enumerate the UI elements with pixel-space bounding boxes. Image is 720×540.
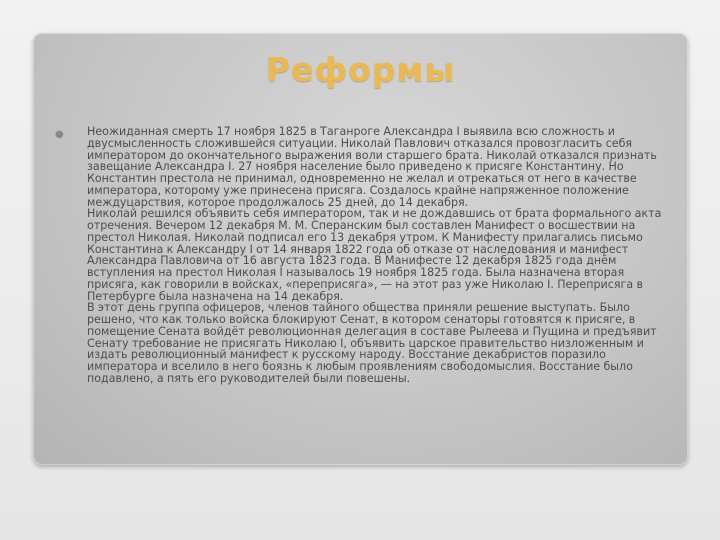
slide-title: Реформы (265, 50, 456, 89)
bullet-dot-icon: ● (55, 129, 64, 140)
slide-body-text: Неожиданная смерть 17 ноября 1825 в Таганроге Александра I выявила всю сложность и двусмысленность сложившейся ситуации. Николай Павлович отказался провозгласить себя императором до окончательного выражения воли старшего брата. Николай отказался признать завещание Александра I. 27 ноября население было приведено к присяге Константину. Но Константин престола не принимал, одновременно не желал и отрекаться от него в качестве императора, которому уже принесена присяга. Создалось крайне напряженное положение междуцарствия, которое продолжалось 25 дней, до 14 декабря. Николай решился объявить себя императором, так и не дождавшись от брата формального акта отречения. Вечером 12 декабря М. М. Сперанским был составлен Манифест о восшествии на престол Николая. Николай подписал его 13 декабря утром. К Манифесту прилагались письмо Константина к Александру I от 14 января 1822 года об отказе от наследования и манифест Александра Павловича от 16 августа 1823 года. В Манифесте 12 декабря 1825 года днём вступления на престол Николая I называлось 19 ноября 1825 года. Была назначена вторая присяга, как говорили в войсках, «переприсяга», — на этот раз уже Николаю I. Переприсяга в Петербурге была назначена на 14 декабря. В этот день группа офицеров, членов тайного общества приняли решение выступать. Было решено, что как только войска блокируют Сенат, в котором сенаторы готовятся к присяге, в помещение Сената войдёт революционная делегация в составе Рылеева и Пущина и предъявит Сенату требование не присягать Николаю I, объявить царское правительство низложенным и издать революционный манифест к русскому народу. Восстание декабристов поразило императора и вселило в него боязнь к любым проявлениям свободомыслия. Восстание было подавлено, а пять его руководителей были повешены. (87, 125, 662, 385)
